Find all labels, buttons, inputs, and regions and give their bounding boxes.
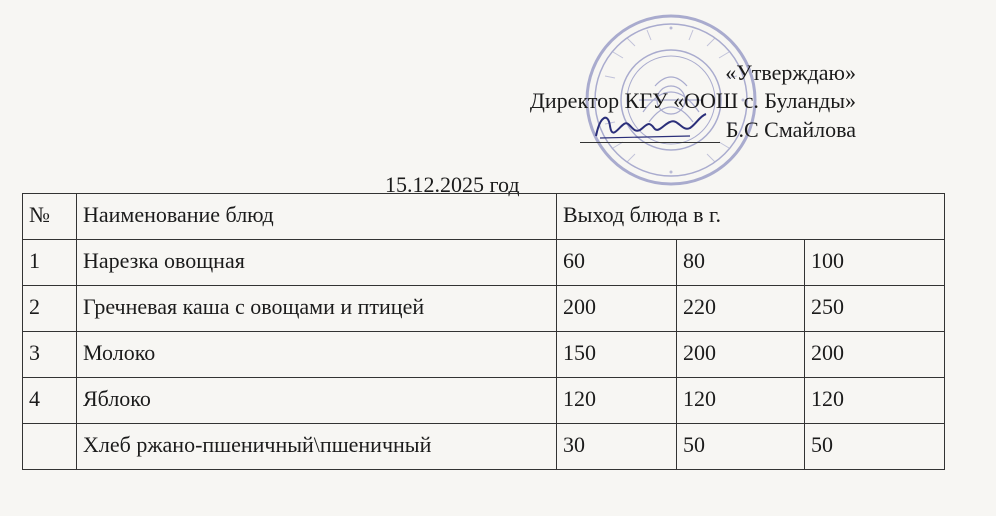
- header-yield: Выход блюда в г.: [557, 194, 945, 240]
- cell-yield-2: 50: [677, 424, 805, 470]
- cell-yield-3: 100: [805, 240, 945, 286]
- handwritten-signature: [590, 106, 710, 146]
- cell-num: 3: [23, 332, 77, 378]
- cell-name: Яблоко: [77, 378, 557, 424]
- cell-yield-2: 80: [677, 240, 805, 286]
- cell-yield-1: 60: [557, 240, 677, 286]
- cell-yield-3: 200: [805, 332, 945, 378]
- cell-name: Нарезка овощная: [77, 240, 557, 286]
- cell-name: Молоко: [77, 332, 557, 378]
- cell-yield-3: 250: [805, 286, 945, 332]
- cell-yield-1: 200: [557, 286, 677, 332]
- table-row: [23, 378, 945, 424]
- cell-num: [23, 424, 77, 470]
- cell-num: 4: [23, 378, 77, 424]
- approval-title: «Утверждаю»: [725, 60, 856, 85]
- approval-director: Директор КГУ «ООШ с. Буланды»: [529, 88, 856, 113]
- cell-yield-1: 120: [557, 378, 677, 424]
- table-row: [23, 240, 945, 286]
- cell-name: Гречневая каша с овощами и птицей: [77, 286, 557, 332]
- table-row: [23, 286, 945, 332]
- cell-yield-3: 50: [805, 424, 945, 470]
- cell-yield-2: 120: [677, 378, 805, 424]
- header-name: Наименование блюд: [77, 194, 557, 240]
- table-row: [23, 424, 945, 470]
- cell-num: 2: [23, 286, 77, 332]
- cell-yield-1: 30: [557, 424, 677, 470]
- approval-name: Б.С Смайлова: [725, 117, 856, 142]
- cell-num: 1: [23, 240, 77, 286]
- menu-table: [22, 193, 945, 470]
- cell-yield-2: 200: [677, 332, 805, 378]
- cell-yield-3: 120: [805, 378, 945, 424]
- table-header-row: [23, 194, 945, 240]
- document-date: 15.12.2025 год: [385, 172, 520, 197]
- cell-yield-1: 150: [557, 332, 677, 378]
- cell-yield-2: 220: [677, 286, 805, 332]
- header-num: №: [23, 194, 77, 240]
- table-row: [23, 332, 945, 378]
- cell-name: Хлеб ржано-пшеничный\пшеничный: [77, 424, 557, 470]
- signature-line: [580, 116, 720, 143]
- approval-signature-row: [580, 116, 856, 143]
